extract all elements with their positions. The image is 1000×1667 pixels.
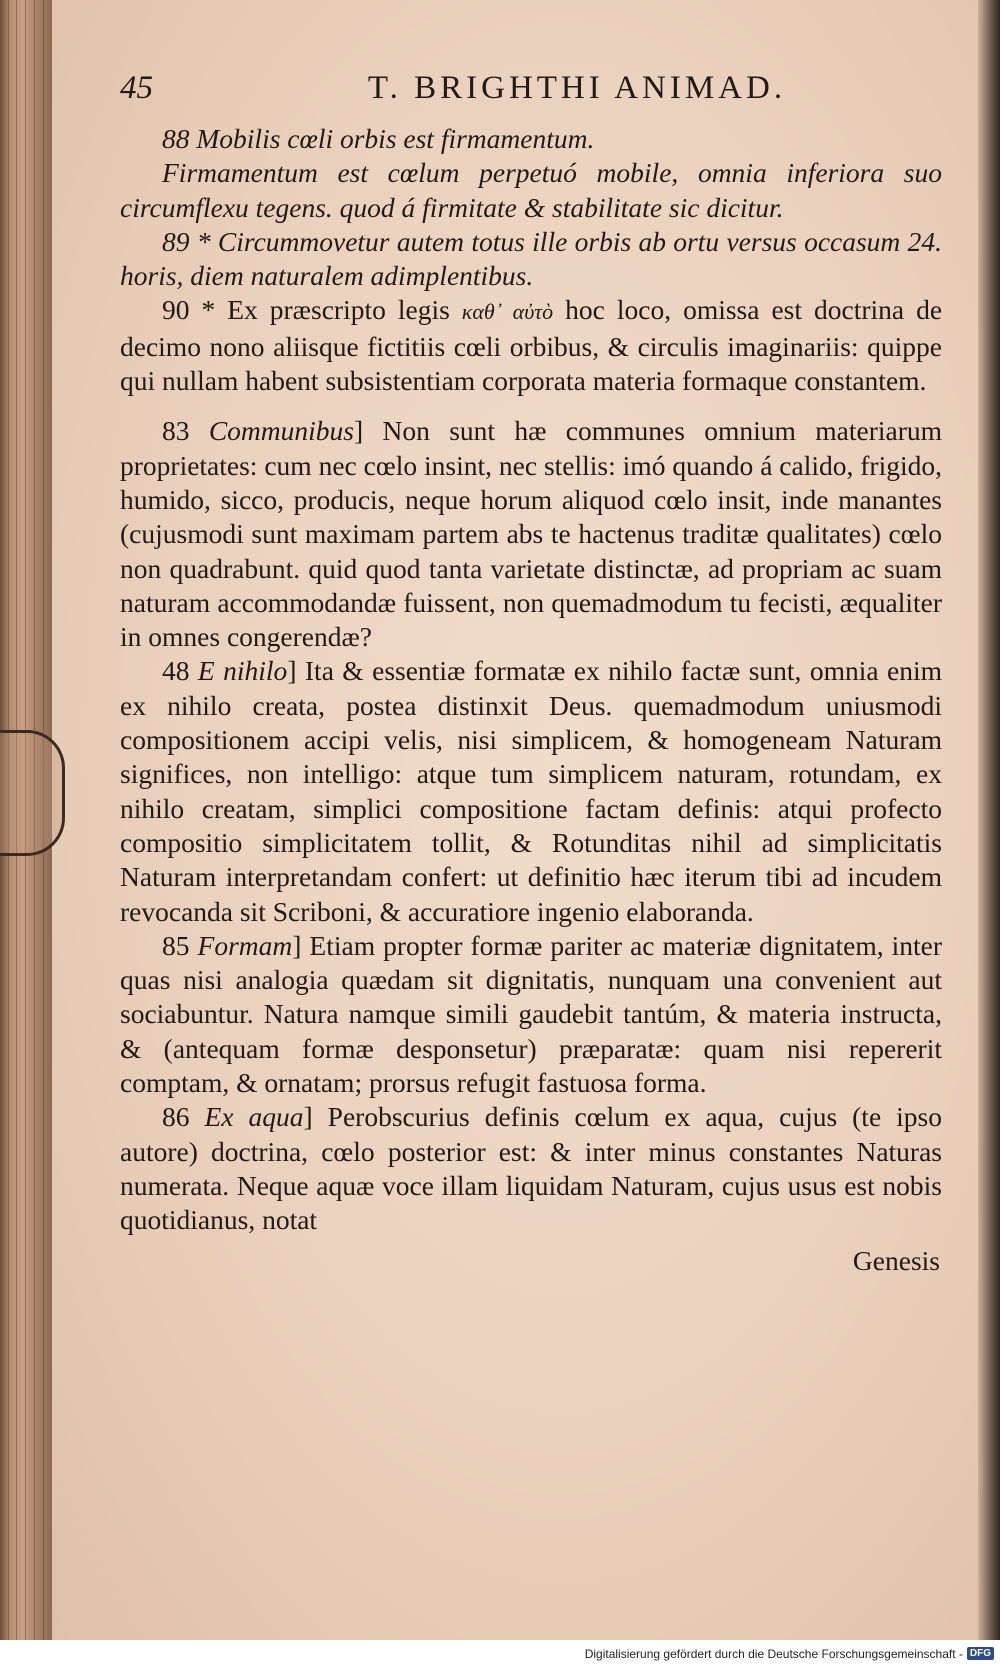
note-text: Etiam propter formæ pariter ac materiæ dignitatem, inter quas nisi analogia quædam sit dignitatis, nunquam una convenient aut sociabuntur. Natura namque simili gaudebit tantúm, & materia instructa, & (antequam formæ desponsetur) præparatæ: quam nisi repererit comptam, & ornatam; prorsus refugit fastuosa forma. <box>120 929 942 1099</box>
note-lemma: Communibus <box>208 415 354 447</box>
item-text: Mobilis cœli orbis est firmamentum. <box>196 123 595 154</box>
item-definition <box>120 156 942 225</box>
item-text: * Circummovetur autem totus ille orbis ab ortu versus occasum 24. horis, diem naturalem adimplentibus. <box>120 225 942 292</box>
binding-shadow <box>978 0 1000 1640</box>
item-text: Firmamentum est cœlum perpetuó mobile, omnia inferiora suo circumflexu tegens. quod á firmitate & stabilitate sic dicitur. <box>120 157 942 223</box>
item-number: 89 <box>162 225 190 257</box>
note-lemma: E nihilo <box>197 655 288 687</box>
dfg-logo: DFG <box>967 1647 994 1660</box>
note-number: 86 <box>162 1101 190 1133</box>
footer-text: Digitalisierung gefördert durch die Deutsche Forschungsgemeinschaft - <box>584 1646 963 1661</box>
item-88 <box>120 122 942 156</box>
note-text: Non sunt hæ communes omnium materiarum proprietates: cum nec cœlo insint, nec stellis: imó quando á calido, frigido, humido, sicco, producis, neque horum aliquod cœlo insit, inde manantes (cujusmodi sunt maximam partem abs te hactenus traditæ qualitates) cœlo non quadrabunt. quid quod tanta varietate distinctæ, ad propriam ac suam naturam accommodandæ fuissent, non quemadmodum tu fecisti, æqualiter in omnes congerendæ? <box>120 415 943 653</box>
greek-phrase: καθ᾽ αὐτὸ <box>461 299 554 325</box>
clasp-strap <box>0 730 65 856</box>
note-text: Perobscurius definis cœlum ex aqua, cujus (te ipso autore) doctrina, cœlo posterior est: & inter minus constantes Naturas numerata. Neque aquæ voce illam liquidam Naturam, cujus usus est nobis quotidianus, notat <box>120 1101 942 1236</box>
note-number: 83 <box>162 415 190 447</box>
running-head <box>120 70 942 122</box>
running-title: T. BRIGHTHI ANIMAD. <box>367 70 787 106</box>
item-90 <box>120 293 942 398</box>
note-number: 48 <box>162 655 190 687</box>
note-lemma: Ex aqua <box>204 1101 304 1133</box>
item-number: 88 <box>162 123 190 154</box>
note-85: 85 Formam] Etiam propter formæ pariter ac materiæ dignitatem, inter quas nisi analogia quædam sit dignitatis, nunquam una convenient aut sociabuntur. Natura namque simili gaudebit tantúm, & materia instructa, & (antequam formæ desponsetur) præparatæ: quam nisi repererit comptam, & ornatam; prorsus refugit fastuosa forma. <box>120 929 942 1099</box>
item-lead: * Ex præscripto legis <box>201 294 450 326</box>
note-83: 83 Communibus] Non sunt hæ communes omnium materiarum proprietates: cum nec cœlo insint, nec stellis: imó quando á calido, frigido, humido, sicco, producis, neque horum aliquod cœlo insit, inde manantes (cujusmodi sunt maximam partem abs te hactenus traditæ qualitates) cœlo non quadrabunt. quid quod tanta varietate distinctæ, ad propriam ac suam naturam accommodandæ fuissent, non quemadmodum tu fecisti, æqualiter in omnes congerendæ? <box>120 415 943 653</box>
page-text <box>120 70 942 1278</box>
catchword: Genesis <box>852 1244 940 1276</box>
item-89 <box>120 225 942 294</box>
note-lemma: Formam <box>197 929 293 961</box>
note-86: 86 Ex aqua] Perobscurius definis cœlum ex aqua, cujus (te ipso autore) doctrina, cœlo posterior est: & inter minus constantes Naturas numerata. Neque aquæ voce illam liquidam Naturam, cujus usus est nobis quotidianus, notat <box>120 1101 942 1236</box>
item-number: 90 <box>162 294 190 326</box>
note-48: 48 E nihilo] Ita & essentiæ formatæ ex nihilo factæ sunt, omnia enim ex nihilo creata, postea distinxit Deus. quemadmodum uniusmodi compositionem accipi velis, nisi simplicem, & homogeneam Naturam significes, non intelligo: atque tum simplicem naturam, rotundam, ex nihilo creatam, simplici compositione factam definis: atqui profecto compositio simplicitatem tollit, & Rotunditas nihil ad simplicitatis Naturam interpretandam confert: ut definitio hæc iterum tibi ad incudem revocanda sit Scriboni, & accuratiore ingenio elaboranda. <box>120 655 942 927</box>
page-number: 45 <box>120 70 153 106</box>
digitization-footer <box>0 1640 1000 1667</box>
note-number: 85 <box>162 929 190 961</box>
note-text: Ita & essentiæ formatæ ex nihilo factæ sunt, omnia enim ex nihilo creata, postea distinxit Deus. quemadmodum uniusmodi compositionem accipi velis, nisi simplicem, & homogeneam Naturam significes, non intelligo: atque tum simplicem naturam, rotundam, ex nihilo creatam, simplici compositione factam definis: atqui profecto compositio simplicitatem tollit, & Rotunditas nihil ad simplicitatis Naturam interpretandam confert: ut definitio hæc iterum tibi ad incudem revocanda sit Scriboni, & accuratiore ingenio elaboranda. <box>120 655 942 927</box>
item-text: hoc loco, omissa est doctrina de decimo nono aliisque fictitiis cœli orbibus, & circulis imaginariis: quippe qui nullam habent subsistentiam corporata materia formaque constantem. <box>120 294 943 397</box>
